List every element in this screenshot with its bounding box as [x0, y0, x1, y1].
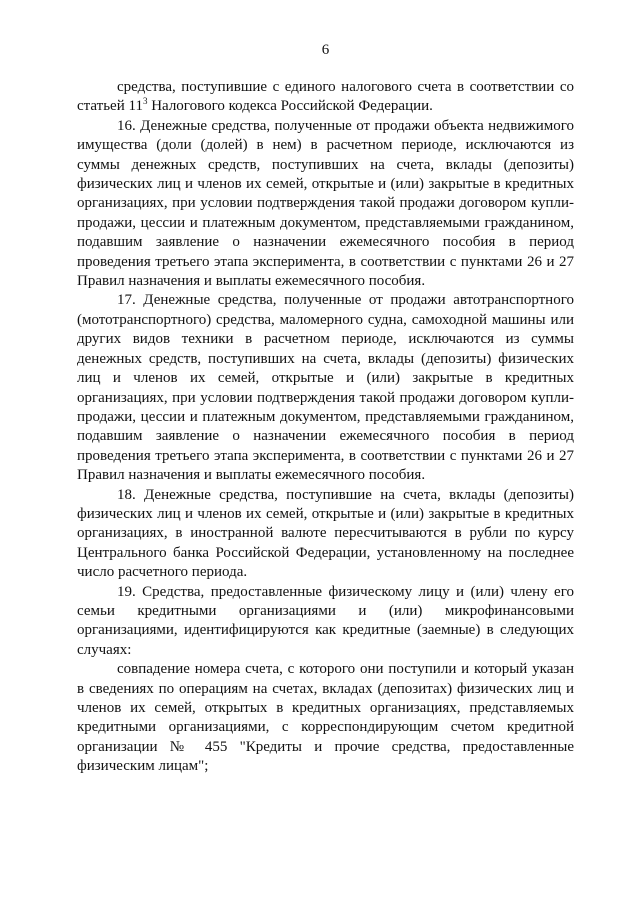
paragraph-17: 17. Денежные средства, полученные от продажи автотранспортного (мототранспортного) средства, маломерного судна, самоходной машины или других видов техники в расчетном периоде, исключаются из суммы денежных средств, поступивших на счета, вклады (депозиты) физических лиц и членов их семей, открытые и (или) закрытые в кредитных организациях, при условии подтверждения такой продажи договором купли-продажи, цессии и платежным документом, представляемыми гражданином, подавшим заявление о назначении ежемесячного пособия в период проведения третьего этапа эксперимента, в соответствии с пунктами 26 и 27 Правил назначения и выплаты ежемесячного пособия. — [77, 292, 574, 484]
paragraph-16: 16. Денежные средства, полученные от продажи объекта недвижимого имущества (доли (долей) в нем) в расчетном периоде, исключаются из суммы денежных средств, поступивших на счета, вклады (депозиты) физических лиц и членов их семей, открытые и (или) закрытые в кредитных организациях, при условии подтверждения такой продажи договором купли-продажи, цессии и платежным документом, представляемыми гражданином, подавшим заявление о назначении ежемесячного пособия в период проведения третьего этапа эксперимента, в соответствии с пунктами 26 и 27 Правил назначения и выплаты ежемесячного пособия. — [77, 117, 574, 290]
page-number: 6 — [321, 42, 330, 58]
paragraph-18: 18. Денежные средства, поступившие на счета, вклады (депозиты) физических лиц и членов их семей, открытые и (или) закрытые в кредитных организациях, в иностранной валюте пересчитываются в рубли по курсу Центрального банка Российской Федерации, установленному на последнее число расчетного периода. — [77, 486, 574, 581]
paragraph-19: 19. Средства, предоставленные физическому лицу и (или) члену его семьи кредитными организациями и (или) микрофинансовыми организациями, идентифицируются как кредитные (заемные) в следующих случаях: — [77, 583, 574, 658]
paragraph-text: Налогового кодекса Российской Федерации. — [147, 98, 433, 115]
paragraph-text: средства, поступившие с единого налогового счета в соответствии со статьей 11 — [77, 79, 574, 115]
document-body — [77, 78, 574, 777]
paragraph-continuation — [77, 78, 574, 117]
paragraph-19-case-1: совпадение номера счета, с которого они поступили и который указан в сведениях по операциям на счетах, вкладах (депозитах) физических лиц и членов их семей, открытых в кредитных организациях, представляемых кредитными организациями, с корреспондирующим счетом кредитной организации № 455 "Кредиты и прочие средства, предоставленные физическим лицам"; — [77, 661, 574, 775]
superscript: 3 — [142, 96, 148, 107]
